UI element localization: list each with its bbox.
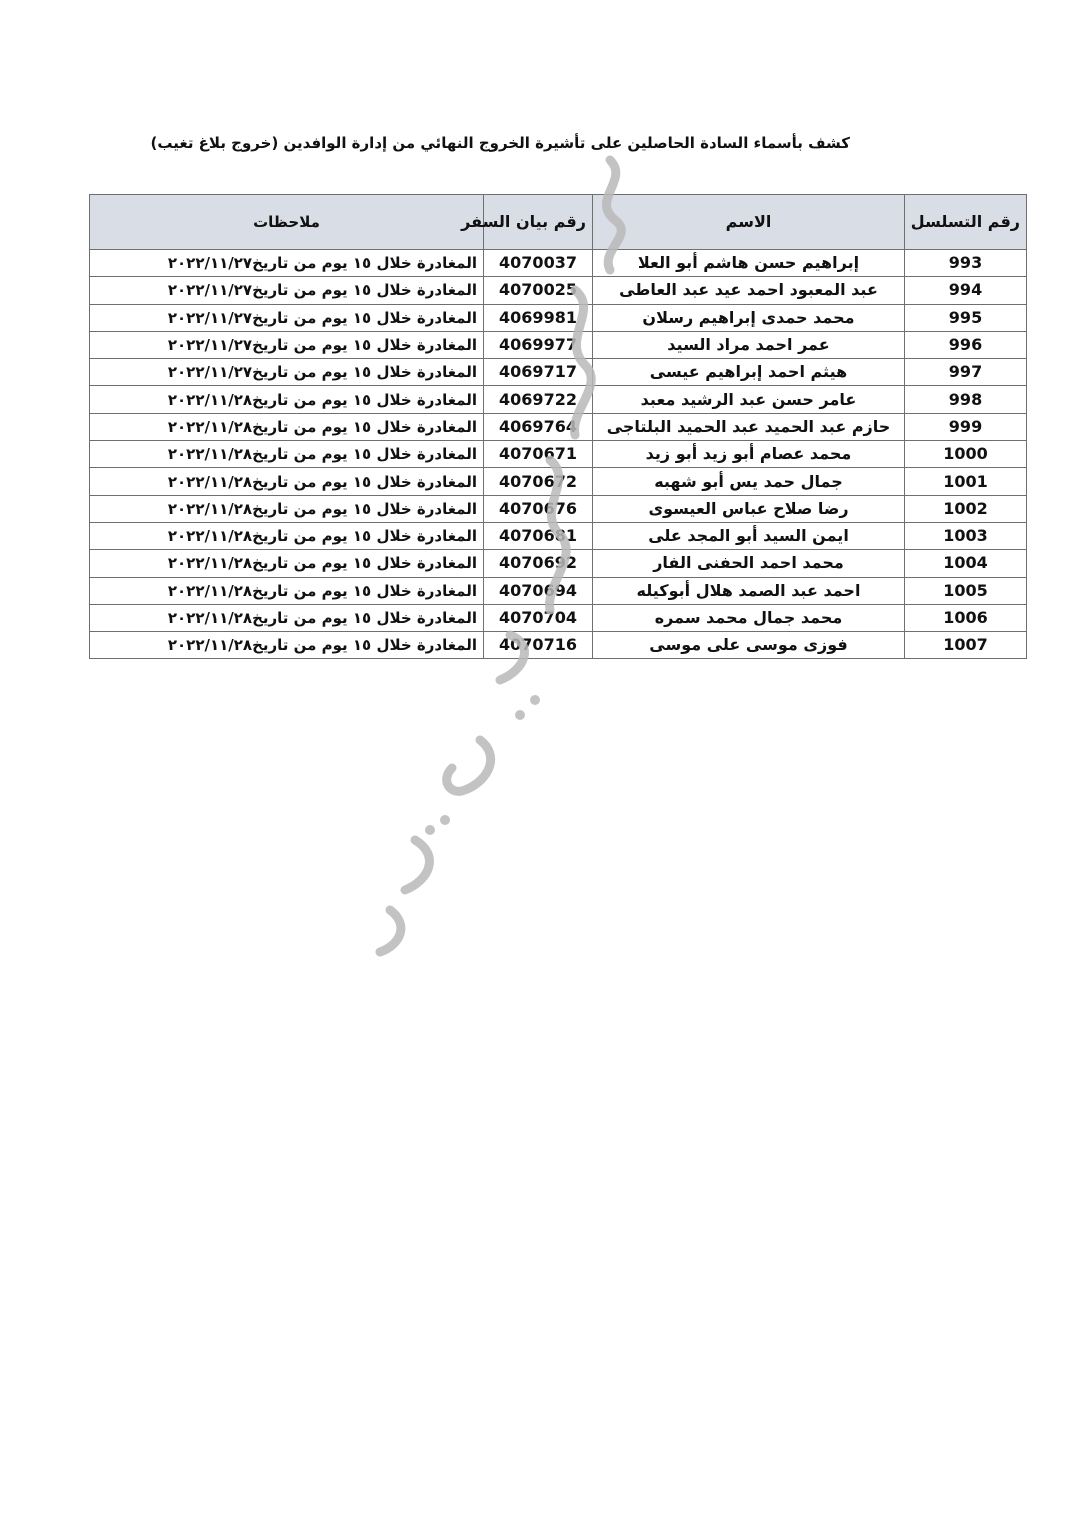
cell-notes: المغادرة خلال ١٥ يوم من تاريخ٢٠٢٢/١١/٢٨	[90, 441, 484, 468]
table-row	[90, 359, 1027, 386]
cell-passport: 4070704	[484, 604, 593, 631]
cell-name: رضا صلاح عباس العيسوى	[593, 495, 905, 522]
cell-name: عمر احمد مراد السيد	[593, 331, 905, 358]
cell-notes: المغادرة خلال ١٥ يوم من تاريخ٢٠٢٢/١١/٢٨	[90, 413, 484, 440]
cell-serial: 996	[905, 331, 1027, 358]
cell-name: احمد عبد الصمد هلال أبوكيله	[593, 577, 905, 604]
cell-passport: 4070694	[484, 577, 593, 604]
cell-passport: 4069717	[484, 359, 593, 386]
cell-serial: 1007	[905, 632, 1027, 659]
cell-notes: المغادرة خلال ١٥ يوم من تاريخ٢٠٢٢/١١/٢٨	[90, 522, 484, 549]
header-serial: رقم التسلسل	[905, 195, 1027, 250]
cell-notes: المغادرة خلال ١٥ يوم من تاريخ٢٠٢٢/١١/٢٨	[90, 468, 484, 495]
cell-notes: المغادرة خلال ١٥ يوم من تاريخ٢٠٢٢/١١/٢٨	[90, 577, 484, 604]
cell-serial: 999	[905, 413, 1027, 440]
cell-notes: المغادرة خلال ١٥ يوم من تاريخ٢٠٢٢/١١/٢٧	[90, 331, 484, 358]
table-row	[90, 277, 1027, 304]
cell-name: عامر حسن عبد الرشيد معبد	[593, 386, 905, 413]
table-row	[90, 577, 1027, 604]
header-notes: ملاحظات	[90, 195, 484, 250]
cell-name: عبد المعبود احمد عيد عبد العاطى	[593, 277, 905, 304]
cell-passport: 4070692	[484, 550, 593, 577]
cell-serial: 1000	[905, 441, 1027, 468]
cell-passport: 4070671	[484, 441, 593, 468]
table-row	[90, 604, 1027, 631]
cell-name: إبراهيم حسن هاشم أبو العلا	[593, 250, 905, 277]
cell-name: جمال حمد يس أبو شهبه	[593, 468, 905, 495]
cell-serial: 1001	[905, 468, 1027, 495]
cell-passport: 4070676	[484, 495, 593, 522]
cell-notes: المغادرة خلال ١٥ يوم من تاريخ٢٠٢٢/١١/٢٧	[90, 277, 484, 304]
cell-passport: 4069977	[484, 331, 593, 358]
table-row	[90, 495, 1027, 522]
cell-passport: 4070716	[484, 632, 593, 659]
table-row	[90, 522, 1027, 549]
table-header-row	[90, 195, 1027, 250]
cell-serial: 997	[905, 359, 1027, 386]
cell-passport: 4070037	[484, 250, 593, 277]
cell-serial: 1003	[905, 522, 1027, 549]
header-name: الاسم	[593, 195, 905, 250]
cell-serial: 1006	[905, 604, 1027, 631]
cell-name: حازم عبد الحميد عبد الحميد البلتاجى	[593, 413, 905, 440]
cell-serial: 995	[905, 304, 1027, 331]
cell-name: محمد جمال محمد سمره	[593, 604, 905, 631]
cell-notes: المغادرة خلال ١٥ يوم من تاريخ٢٠٢٢/١١/٢٧	[90, 304, 484, 331]
cell-passport: 4070681	[484, 522, 593, 549]
table-row	[90, 441, 1027, 468]
cell-passport: 4070672	[484, 468, 593, 495]
cell-name: ايمن السيد أبو المجد على	[593, 522, 905, 549]
cell-passport: 4069722	[484, 386, 593, 413]
cell-notes: المغادرة خلال ١٥ يوم من تاريخ٢٠٢٢/١١/٢٨	[90, 386, 484, 413]
cell-serial: 1002	[905, 495, 1027, 522]
table-row	[90, 386, 1027, 413]
cell-notes: المغادرة خلال ١٥ يوم من تاريخ٢٠٢٢/١١/٢٨	[90, 604, 484, 631]
cell-notes: المغادرة خلال ١٥ يوم من تاريخ٢٠٢٢/١١/٢٨	[90, 550, 484, 577]
table-row	[90, 550, 1027, 577]
cell-name: هيثم احمد إبراهيم عيسى	[593, 359, 905, 386]
cell-serial: 1005	[905, 577, 1027, 604]
cell-passport: 4069764	[484, 413, 593, 440]
cell-notes: المغادرة خلال ١٥ يوم من تاريخ٢٠٢٢/١١/٢٨	[90, 632, 484, 659]
table-row	[90, 250, 1027, 277]
cell-notes: المغادرة خلال ١٥ يوم من تاريخ٢٠٢٢/١١/٢٧	[90, 250, 484, 277]
header-passport: رقم بيان السفر	[484, 195, 593, 250]
table-body	[90, 250, 1027, 659]
cell-passport: 4069981	[484, 304, 593, 331]
table-row	[90, 413, 1027, 440]
cell-name: محمد حمدى إبراهيم رسلان	[593, 304, 905, 331]
cell-notes: المغادرة خلال ١٥ يوم من تاريخ٢٠٢٢/١١/٢٨	[90, 495, 484, 522]
cell-serial: 998	[905, 386, 1027, 413]
table-row	[90, 632, 1027, 659]
cell-name: محمد عصام أبو زيد أبو زيد	[593, 441, 905, 468]
cell-name: محمد احمد الحفنى الفار	[593, 550, 905, 577]
cell-serial: 993	[905, 250, 1027, 277]
cell-notes: المغادرة خلال ١٥ يوم من تاريخ٢٠٢٢/١١/٢٧	[90, 359, 484, 386]
cell-passport: 4070025	[484, 277, 593, 304]
cell-serial: 994	[905, 277, 1027, 304]
cell-name: فوزى موسى على موسى	[593, 632, 905, 659]
table-row	[90, 304, 1027, 331]
page-title: كشف بأسماء السادة الحاصلين على تأشيرة الخروج النهائي من إدارة الوافدين (خروج بلاغ تغيب)	[150, 134, 850, 152]
table-row	[90, 331, 1027, 358]
table-row	[90, 468, 1027, 495]
exit-visa-table	[89, 194, 1027, 659]
cell-serial: 1004	[905, 550, 1027, 577]
